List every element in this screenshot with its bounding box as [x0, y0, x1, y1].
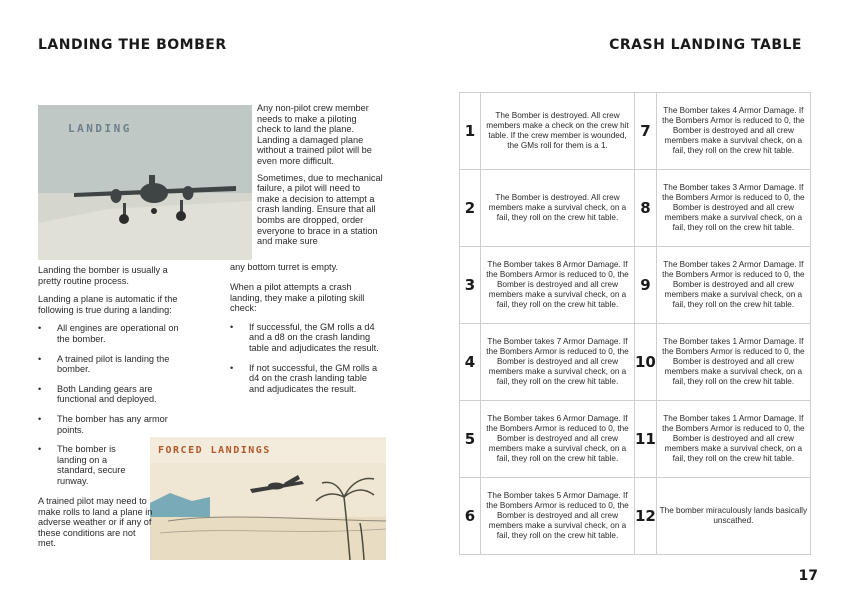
roll-result: The Bomber takes 4 Armor Damage. If the Bombers Armor is reduced to 0, the Bomber is destroyed and all crew members make a survival check, on a fail, they roll on the crew hit table.	[656, 93, 810, 170]
photo-caption-forced-landings: FORCED LANDINGS	[158, 445, 271, 456]
roll-result: The Bomber takes 1 Armor Damage. If the Bombers Armor is reduced to 0, the Bomber is destroyed and all crew members make a survival check, on a fail, they roll on the crew hit table.	[656, 401, 810, 478]
roll-number: 5	[460, 401, 481, 478]
photo-caption-landing: LANDING	[68, 122, 132, 135]
roll-result: The Bomber is destroyed. All crew members make a survival check, on a fail, they roll on the crew hit table.	[481, 170, 635, 247]
list-item: • A trained pilot is landing the bomber.	[38, 354, 188, 375]
crash-check-intro: When a pilot attempts a crash landing, they make a piloting skill check:	[230, 282, 365, 314]
automatic-landing-paragraph: Landing a plane is automatic if the following is true during a landing:	[38, 294, 178, 315]
roll-result: The Bomber takes 5 Armor Damage. If the Bombers Armor is reduced to 0, the Bomber is destroyed and all crew members make a survival check, on a fail, they roll on the crew hit table.	[481, 478, 635, 555]
roll-result: The bomber miraculously lands basically unscathed.	[656, 478, 810, 555]
adverse-weather-paragraph: A trained pilot may need to make rolls to land a plane in adverse weather or if any of these conditions are not met.	[38, 496, 153, 549]
table-row	[460, 93, 811, 170]
roll-number: 7	[635, 93, 657, 170]
roll-result: The Bomber takes 2 Armor Damage. If the Bombers Armor is reduced to 0, the Bomber is destroyed and all crew members make a survival check, on a fail, they roll on the crew hit table.	[656, 247, 810, 324]
roll-number: 8	[635, 170, 657, 247]
list-item: • If not successful, the GM rolls a d4 on the crash landing table and adjudicates the result.	[230, 363, 380, 395]
table-row	[460, 247, 811, 324]
table-row	[460, 401, 811, 478]
landing-conditions-column	[38, 265, 188, 496]
roll-result: The Bomber is destroyed. All crew members make a check on the crew hit table. If the crew member is wounded, the GMs roll for them is a 1.	[481, 93, 635, 170]
list-item: • Both Landing gears are functional and deployed.	[38, 384, 188, 405]
list-item: • If successful, the GM rolls a d4 and a d8 on the crash landing table and adjudicates the result.	[230, 322, 380, 354]
roll-number: 3	[460, 247, 481, 324]
bottom-turret-line: any bottom turret is empty.	[230, 262, 339, 272]
routine-paragraph: Landing the bomber is usually a pretty routine process.	[38, 265, 168, 286]
page-number: 17	[798, 568, 818, 584]
roll-number: 10	[635, 324, 657, 401]
roll-number: 12	[635, 478, 657, 555]
roll-number: 11	[635, 401, 657, 478]
table-row	[460, 324, 811, 401]
roll-result: The Bomber takes 8 Armor Damage. If the Bombers Armor is reduced to 0, the Bomber is destroyed and all crew members make a survival check, on a fail, they roll on the crew hit table.	[481, 247, 635, 324]
crash-check-list	[230, 322, 380, 395]
roll-number: 1	[460, 93, 481, 170]
crash-landing-check-column	[230, 282, 380, 403]
non-pilot-paragraph: Any non-pilot crew member needs to make a piloting check to land the plane. Landing a damaged plane without a trained pilot will be even more difficult.	[257, 103, 372, 166]
landing-bomber-photo	[38, 105, 252, 260]
list-item: • All engines are operational on the bomber.	[38, 323, 188, 344]
roll-result: The Bomber takes 7 Armor Damage. If the Bombers Armor is reduced to 0, the Bomber is destroyed and all crew members make a survival check, on a fail, they roll on the crew hit table.	[481, 324, 635, 401]
table-row	[460, 478, 811, 555]
crew-landing-column	[257, 103, 383, 253]
roll-number: 2	[460, 170, 481, 247]
roll-result: The Bomber takes 6 Armor Damage. If the Bombers Armor is reduced to 0, the Bomber is destroyed and all crew members make a survival check, on a fail, they roll on the crew hit table.	[481, 401, 635, 478]
roll-result: The Bomber takes 1 Armor Damage. If the Bombers Armor is reduced to 0, the Bomber is destroyed and all crew members make a survival check, on a fail, they roll on the crew hit table.	[656, 324, 810, 401]
roll-number: 9	[635, 247, 657, 324]
crash-landing-table-heading: CRASH LANDING TABLE	[609, 37, 802, 53]
list-item: • The bomber has any armor points.	[38, 414, 188, 435]
mechanical-failure-paragraph: Sometimes, due to mechanical failure, a pilot will need to make a decision to attempt a crash landing. Ensure that all bombs are dropped, order everyone to brace in a station and make sure	[257, 172, 383, 247]
roll-result: The Bomber takes 3 Armor Damage. If the Bombers Armor is reduced to 0, the Bomber is destroyed and all crew members make a survival check, on a fail, they roll on the crew hit table.	[656, 170, 810, 247]
landing-the-bomber-heading: LANDING THE BOMBER	[38, 37, 227, 53]
list-item: • The bomber is landing on a standard, secure runway.	[38, 444, 127, 486]
table-row	[460, 170, 811, 247]
landing-conditions-list	[38, 323, 188, 486]
crash-landing-table	[459, 92, 811, 555]
roll-number: 4	[460, 324, 481, 401]
roll-number: 6	[460, 478, 481, 555]
